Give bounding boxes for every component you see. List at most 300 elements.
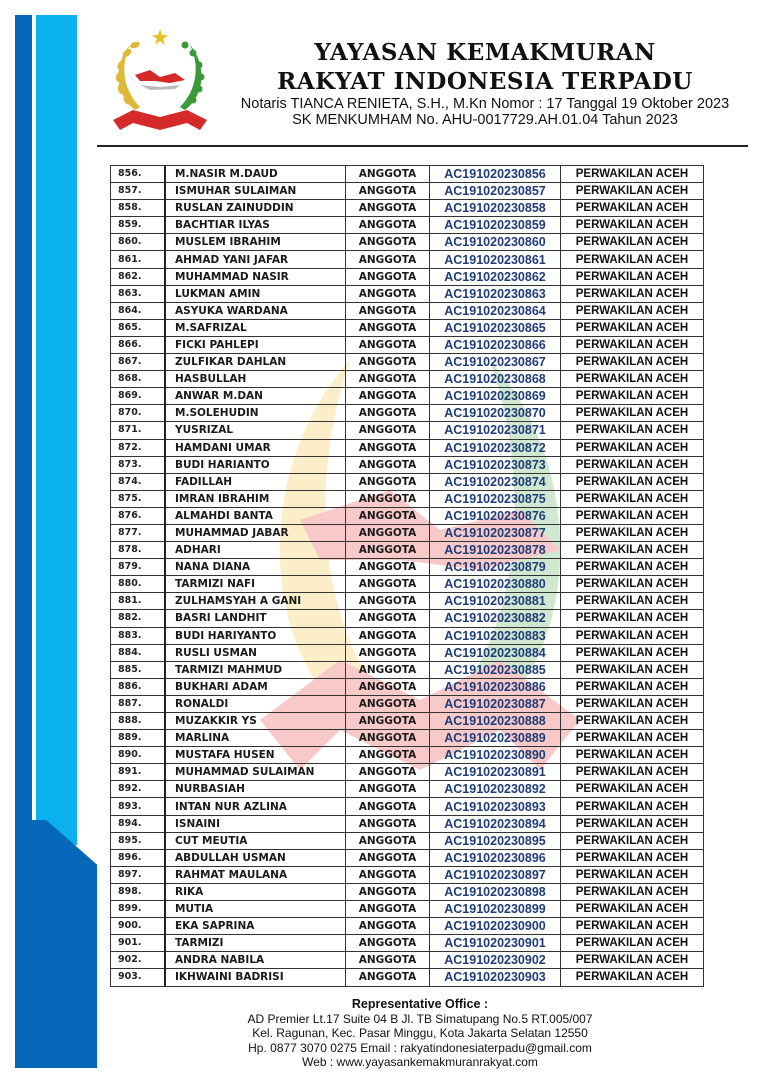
- member-id: AC191020230895: [430, 832, 561, 849]
- member-name: EKA SAPRINA: [165, 918, 346, 935]
- member-id: AC191020230868: [430, 371, 561, 388]
- decorative-stripe-light: [36, 15, 77, 815]
- member-status: ANGGOTA: [346, 217, 430, 234]
- member-region: PERWAKILAN ACEH: [561, 730, 704, 747]
- header-divider: [97, 145, 748, 147]
- notary-info: Notaris TIANCA RENIETA, S.H., M.Kn Nomor : 17 Tanggal 19 Oktober 2023: [240, 96, 730, 112]
- table-row: [111, 183, 704, 200]
- member-region: PERWAKILAN ACEH: [561, 200, 704, 217]
- member-status: ANGGOTA: [346, 798, 430, 815]
- member-id: AC191020230857: [430, 183, 561, 200]
- foundation-emblem-icon: [105, 25, 215, 140]
- row-number: 863.: [111, 285, 166, 302]
- member-region: PERWAKILAN ACEH: [561, 678, 704, 695]
- row-number: 865.: [111, 319, 166, 336]
- member-region: PERWAKILAN ACEH: [561, 935, 704, 952]
- member-name: IKHWAINI BADRISI: [165, 969, 346, 986]
- member-region: PERWAKILAN ACEH: [561, 952, 704, 969]
- member-status: ANGGOTA: [346, 661, 430, 678]
- row-number: 878.: [111, 542, 166, 559]
- member-id: AC191020230869: [430, 388, 561, 405]
- member-region: PERWAKILAN ACEH: [561, 644, 704, 661]
- member-status: ANGGOTA: [346, 268, 430, 285]
- member-id: AC191020230881: [430, 593, 561, 610]
- member-status: ANGGOTA: [346, 524, 430, 541]
- member-region: PERWAKILAN ACEH: [561, 507, 704, 524]
- row-number: 877.: [111, 524, 166, 541]
- member-name: ADHARI: [165, 542, 346, 559]
- row-number: 903.: [111, 969, 166, 986]
- member-region: PERWAKILAN ACEH: [561, 969, 704, 986]
- table-row: [111, 422, 704, 439]
- table-row: [111, 302, 704, 319]
- member-table: [110, 165, 704, 987]
- row-number: 896.: [111, 849, 166, 866]
- member-region: PERWAKILAN ACEH: [561, 183, 704, 200]
- member-name: MUSLEM IBRAHIM: [165, 234, 346, 251]
- member-region: PERWAKILAN ACEH: [561, 405, 704, 422]
- row-number: 869.: [111, 388, 166, 405]
- member-status: ANGGOTA: [346, 918, 430, 935]
- table-row: [111, 952, 704, 969]
- table-row: [111, 747, 704, 764]
- member-status: ANGGOTA: [346, 200, 430, 217]
- table-row: [111, 268, 704, 285]
- member-id: AC191020230903: [430, 969, 561, 986]
- member-name: M.SAFRIZAL: [165, 319, 346, 336]
- member-region: PERWAKILAN ACEH: [561, 781, 704, 798]
- table-row: [111, 627, 704, 644]
- member-id: AC191020230893: [430, 798, 561, 815]
- member-region: PERWAKILAN ACEH: [561, 422, 704, 439]
- member-name: HASBULLAH: [165, 371, 346, 388]
- member-status: ANGGOTA: [346, 576, 430, 593]
- row-number: 897.: [111, 866, 166, 883]
- member-id: AC191020230896: [430, 849, 561, 866]
- row-number: 866.: [111, 336, 166, 353]
- member-region: PERWAKILAN ACEH: [561, 798, 704, 815]
- row-number: 870.: [111, 405, 166, 422]
- row-number: 901.: [111, 935, 166, 952]
- member-status: ANGGOTA: [346, 354, 430, 371]
- table-row: [111, 644, 704, 661]
- row-number: 899.: [111, 901, 166, 918]
- member-region: PERWAKILAN ACEH: [561, 542, 704, 559]
- member-name: MUSTAFA HUSEN: [165, 747, 346, 764]
- table-row: [111, 524, 704, 541]
- member-name: FADILLAH: [165, 473, 346, 490]
- sk-info: SK MENKUMHAM No. AHU-0017729.AH.01.04 Tahun 2023: [292, 112, 678, 128]
- member-region: PERWAKILAN ACEH: [561, 764, 704, 781]
- member-status: ANGGOTA: [346, 285, 430, 302]
- member-id: AC191020230874: [430, 473, 561, 490]
- member-status: ANGGOTA: [346, 490, 430, 507]
- table-row: [111, 285, 704, 302]
- member-region: PERWAKILAN ACEH: [561, 371, 704, 388]
- member-region: PERWAKILAN ACEH: [561, 354, 704, 371]
- member-id: AC191020230875: [430, 490, 561, 507]
- member-name: RUSLAN ZAINUDDIN: [165, 200, 346, 217]
- member-status: ANGGOTA: [346, 166, 430, 183]
- member-status: ANGGOTA: [346, 969, 430, 986]
- table-row: [111, 251, 704, 268]
- member-region: PERWAKILAN ACEH: [561, 456, 704, 473]
- member-id: AC191020230867: [430, 354, 561, 371]
- member-name: RUSLI USMAN: [165, 644, 346, 661]
- footer-address-line1: AD Premier Lt.17 Suite 04 B Jl. TB Simatupang No.5 RT.005/007: [247, 1011, 593, 1026]
- member-id: AC191020230885: [430, 661, 561, 678]
- row-number: 888.: [111, 713, 166, 730]
- org-name-line2: RAKYAT INDONESIA TERPADU: [277, 68, 693, 95]
- row-number: 876.: [111, 507, 166, 524]
- member-name: TARMIZI: [165, 935, 346, 952]
- row-number: 868.: [111, 371, 166, 388]
- row-number: 860.: [111, 234, 166, 251]
- member-region: PERWAKILAN ACEH: [561, 251, 704, 268]
- member-region: PERWAKILAN ACEH: [561, 490, 704, 507]
- member-name: BUDI HARIANTO: [165, 456, 346, 473]
- member-name: ANWAR M.DAN: [165, 388, 346, 405]
- member-status: ANGGOTA: [346, 610, 430, 627]
- table-row: [111, 593, 704, 610]
- table-row: [111, 730, 704, 747]
- member-region: PERWAKILAN ACEH: [561, 747, 704, 764]
- table-row: [111, 473, 704, 490]
- member-name: CUT MEUTIA: [165, 832, 346, 849]
- row-number: 875.: [111, 490, 166, 507]
- member-status: ANGGOTA: [346, 764, 430, 781]
- member-status: ANGGOTA: [346, 422, 430, 439]
- member-region: PERWAKILAN ACEH: [561, 918, 704, 935]
- row-number: 858.: [111, 200, 166, 217]
- table-row: [111, 319, 704, 336]
- member-name: INTAN NUR AZLINA: [165, 798, 346, 815]
- member-id: AC191020230872: [430, 439, 561, 456]
- row-number: 886.: [111, 678, 166, 695]
- table-row: [111, 217, 704, 234]
- row-number: 884.: [111, 644, 166, 661]
- member-id: AC191020230860: [430, 234, 561, 251]
- row-number: 889.: [111, 730, 166, 747]
- member-region: PERWAKILAN ACEH: [561, 866, 704, 883]
- member-status: ANGGOTA: [346, 678, 430, 695]
- member-name: M.SOLEHUDIN: [165, 405, 346, 422]
- member-id: AC191020230902: [430, 952, 561, 969]
- row-number: 895.: [111, 832, 166, 849]
- member-name: MUZAKKIR YS: [165, 713, 346, 730]
- member-name: AHMAD YANI JAFAR: [165, 251, 346, 268]
- letterhead: [225, 38, 745, 128]
- table-row: [111, 559, 704, 576]
- member-id: AC191020230883: [430, 627, 561, 644]
- member-name: ANDRA NABILA: [165, 952, 346, 969]
- row-number: 900.: [111, 918, 166, 935]
- member-id: AC191020230861: [430, 251, 561, 268]
- member-status: ANGGOTA: [346, 473, 430, 490]
- row-number: 894.: [111, 815, 166, 832]
- member-status: ANGGOTA: [346, 405, 430, 422]
- member-id: AC191020230898: [430, 883, 561, 900]
- member-name: RONALDI: [165, 695, 346, 712]
- member-status: ANGGOTA: [346, 952, 430, 969]
- member-region: PERWAKILAN ACEH: [561, 217, 704, 234]
- footer-address-line2: Kel. Ragunan, Kec. Pasar Minggu, Kota Jakarta Selatan 12550: [252, 1026, 588, 1040]
- member-id: AC191020230856: [430, 166, 561, 183]
- table-row: [111, 542, 704, 559]
- member-status: ANGGOTA: [346, 815, 430, 832]
- member-status: ANGGOTA: [346, 866, 430, 883]
- member-status: ANGGOTA: [346, 883, 430, 900]
- member-name: FICKI PAHLEPI: [165, 336, 346, 353]
- member-status: ANGGOTA: [346, 456, 430, 473]
- member-region: PERWAKILAN ACEH: [561, 713, 704, 730]
- table-row: [111, 234, 704, 251]
- member-status: ANGGOTA: [346, 507, 430, 524]
- member-id: AC191020230880: [430, 576, 561, 593]
- row-number: 885.: [111, 661, 166, 678]
- org-name-line1: YAYASAN KEMAKMURAN: [314, 39, 656, 66]
- table-row: [111, 405, 704, 422]
- member-id: AC191020230870: [430, 405, 561, 422]
- row-number: 864.: [111, 302, 166, 319]
- table-row: [111, 371, 704, 388]
- table-row: [111, 883, 704, 900]
- member-status: ANGGOTA: [346, 439, 430, 456]
- member-id: AC191020230864: [430, 302, 561, 319]
- row-number: 857.: [111, 183, 166, 200]
- table-row: [111, 166, 704, 183]
- member-name: M.NASIR M.DAUD: [165, 166, 346, 183]
- member-id: AC191020230876: [430, 507, 561, 524]
- member-region: PERWAKILAN ACEH: [561, 234, 704, 251]
- row-number: 902.: [111, 952, 166, 969]
- member-id: AC191020230879: [430, 559, 561, 576]
- table-row: [111, 866, 704, 883]
- member-name: HAMDANI UMAR: [165, 439, 346, 456]
- row-number: 893.: [111, 798, 166, 815]
- member-region: PERWAKILAN ACEH: [561, 285, 704, 302]
- table-row: [111, 388, 704, 405]
- member-name: NURBASIAH: [165, 781, 346, 798]
- member-id: AC191020230897: [430, 866, 561, 883]
- table-row: [111, 610, 704, 627]
- member-status: ANGGOTA: [346, 251, 430, 268]
- member-id: AC191020230886: [430, 678, 561, 695]
- table-row: [111, 764, 704, 781]
- member-status: ANGGOTA: [346, 901, 430, 918]
- row-number: 859.: [111, 217, 166, 234]
- row-number: 867.: [111, 354, 166, 371]
- member-name: NANA DIANA: [165, 559, 346, 576]
- table-row: [111, 576, 704, 593]
- footer-title: Representative Office :: [351, 997, 489, 1011]
- member-name: BUDI HARIYANTO: [165, 627, 346, 644]
- member-id: AC191020230884: [430, 644, 561, 661]
- table-row: [111, 849, 704, 866]
- member-name: BASRI LANDHIT: [165, 610, 346, 627]
- member-region: PERWAKILAN ACEH: [561, 302, 704, 319]
- member-name: BACHTIAR ILYAS: [165, 217, 346, 234]
- table-row: [111, 507, 704, 524]
- decorative-stripe-dark: [15, 15, 32, 835]
- member-status: ANGGOTA: [346, 713, 430, 730]
- footer-contact-line: Hp. 0877 3070 0275 Email : rakyatindonesiaterpadu@gmail.com: [248, 1040, 592, 1055]
- member-id: AC191020230859: [430, 217, 561, 234]
- member-name: MUTIA: [165, 901, 346, 918]
- table-row: [111, 439, 704, 456]
- member-region: PERWAKILAN ACEH: [561, 610, 704, 627]
- table-row: [111, 918, 704, 935]
- table-row: [111, 815, 704, 832]
- member-id: AC191020230891: [430, 764, 561, 781]
- row-number: 880.: [111, 576, 166, 593]
- member-id: AC191020230882: [430, 610, 561, 627]
- decorative-stripe-block: [15, 820, 97, 1068]
- member-id: AC191020230866: [430, 336, 561, 353]
- table-row: [111, 490, 704, 507]
- member-region: PERWAKILAN ACEH: [561, 695, 704, 712]
- member-name: RIKA: [165, 883, 346, 900]
- row-number: 883.: [111, 627, 166, 644]
- member-status: ANGGOTA: [346, 234, 430, 251]
- member-status: ANGGOTA: [346, 832, 430, 849]
- member-status: ANGGOTA: [346, 336, 430, 353]
- row-number: 872.: [111, 439, 166, 456]
- member-id: AC191020230863: [430, 285, 561, 302]
- row-number: 892.: [111, 781, 166, 798]
- member-region: PERWAKILAN ACEH: [561, 439, 704, 456]
- table-row: [111, 661, 704, 678]
- member-region: PERWAKILAN ACEH: [561, 524, 704, 541]
- row-number: 887.: [111, 695, 166, 712]
- member-region: PERWAKILAN ACEH: [561, 901, 704, 918]
- row-number: 874.: [111, 473, 166, 490]
- footer-web-line: Web : www.yayasankemakmuranrakyat.com: [302, 1055, 538, 1069]
- table-row: [111, 713, 704, 730]
- table-row: [111, 935, 704, 952]
- member-status: ANGGOTA: [346, 302, 430, 319]
- row-number: 862.: [111, 268, 166, 285]
- member-name: ALMAHDI BANTA: [165, 507, 346, 524]
- member-id: AC191020230899: [430, 901, 561, 918]
- footer-contact: [220, 997, 620, 1070]
- member-status: ANGGOTA: [346, 695, 430, 712]
- member-name: ABDULLAH USMAN: [165, 849, 346, 866]
- member-status: ANGGOTA: [346, 559, 430, 576]
- member-status: ANGGOTA: [346, 747, 430, 764]
- member-status: ANGGOTA: [346, 593, 430, 610]
- member-name: LUKMAN AMIN: [165, 285, 346, 302]
- member-id: AC191020230865: [430, 319, 561, 336]
- table-row: [111, 695, 704, 712]
- member-name: BUKHARI ADAM: [165, 678, 346, 695]
- member-region: PERWAKILAN ACEH: [561, 815, 704, 832]
- row-number: 879.: [111, 559, 166, 576]
- member-status: ANGGOTA: [346, 542, 430, 559]
- table-row: [111, 354, 704, 371]
- member-status: ANGGOTA: [346, 730, 430, 747]
- table-row: [111, 781, 704, 798]
- member-name: IMRAN IBRAHIM: [165, 490, 346, 507]
- member-id: AC191020230877: [430, 524, 561, 541]
- member-id: AC191020230901: [430, 935, 561, 952]
- member-status: ANGGOTA: [346, 388, 430, 405]
- member-status: ANGGOTA: [346, 183, 430, 200]
- member-status: ANGGOTA: [346, 319, 430, 336]
- member-name: YUSRIZAL: [165, 422, 346, 439]
- table-row: [111, 336, 704, 353]
- member-name: RAHMAT MAULANA: [165, 866, 346, 883]
- member-id: AC191020230873: [430, 456, 561, 473]
- member-name: TARMIZI NAFI: [165, 576, 346, 593]
- member-region: PERWAKILAN ACEH: [561, 473, 704, 490]
- member-name: MUHAMMAD SULAIMAN: [165, 764, 346, 781]
- member-name: ISNAINI: [165, 815, 346, 832]
- member-id: AC191020230889: [430, 730, 561, 747]
- member-status: ANGGOTA: [346, 627, 430, 644]
- row-number: 873.: [111, 456, 166, 473]
- row-number: 871.: [111, 422, 166, 439]
- table-row: [111, 200, 704, 217]
- table-row: [111, 678, 704, 695]
- row-number: 898.: [111, 883, 166, 900]
- member-id: AC191020230892: [430, 781, 561, 798]
- member-region: PERWAKILAN ACEH: [561, 319, 704, 336]
- member-name: ZULFIKAR DAHLAN: [165, 354, 346, 371]
- table-row: [111, 969, 704, 986]
- member-id: AC191020230878: [430, 542, 561, 559]
- member-id: AC191020230900: [430, 918, 561, 935]
- member-region: PERWAKILAN ACEH: [561, 883, 704, 900]
- member-name: ZULHAMSYAH A GANI: [165, 593, 346, 610]
- table-row: [111, 456, 704, 473]
- member-region: PERWAKILAN ACEH: [561, 336, 704, 353]
- table-row: [111, 832, 704, 849]
- member-region: PERWAKILAN ACEH: [561, 559, 704, 576]
- member-region: PERWAKILAN ACEH: [561, 576, 704, 593]
- member-id: AC191020230887: [430, 695, 561, 712]
- member-status: ANGGOTA: [346, 371, 430, 388]
- member-id: AC191020230894: [430, 815, 561, 832]
- row-number: 891.: [111, 764, 166, 781]
- member-id: AC191020230862: [430, 268, 561, 285]
- member-status: ANGGOTA: [346, 644, 430, 661]
- table-row: [111, 901, 704, 918]
- member-status: ANGGOTA: [346, 781, 430, 798]
- member-name: MUHAMMAD NASIR: [165, 268, 346, 285]
- member-region: PERWAKILAN ACEH: [561, 166, 704, 183]
- member-region: PERWAKILAN ACEH: [561, 627, 704, 644]
- member-region: PERWAKILAN ACEH: [561, 849, 704, 866]
- member-name: MARLINA: [165, 730, 346, 747]
- member-id: AC191020230858: [430, 200, 561, 217]
- member-region: PERWAKILAN ACEH: [561, 593, 704, 610]
- table-row: [111, 798, 704, 815]
- member-id: AC191020230890: [430, 747, 561, 764]
- member-id: AC191020230871: [430, 422, 561, 439]
- member-name: MUHAMMAD JABAR: [165, 524, 346, 541]
- member-region: PERWAKILAN ACEH: [561, 268, 704, 285]
- member-status: ANGGOTA: [346, 935, 430, 952]
- row-number: 882.: [111, 610, 166, 627]
- member-name: TARMIZI MAHMUD: [165, 661, 346, 678]
- row-number: 861.: [111, 251, 166, 268]
- member-region: PERWAKILAN ACEH: [561, 832, 704, 849]
- member-region: PERWAKILAN ACEH: [561, 388, 704, 405]
- member-region: PERWAKILAN ACEH: [561, 661, 704, 678]
- member-name: ISMUHAR SULAIMAN: [165, 183, 346, 200]
- row-number: 856.: [111, 166, 166, 183]
